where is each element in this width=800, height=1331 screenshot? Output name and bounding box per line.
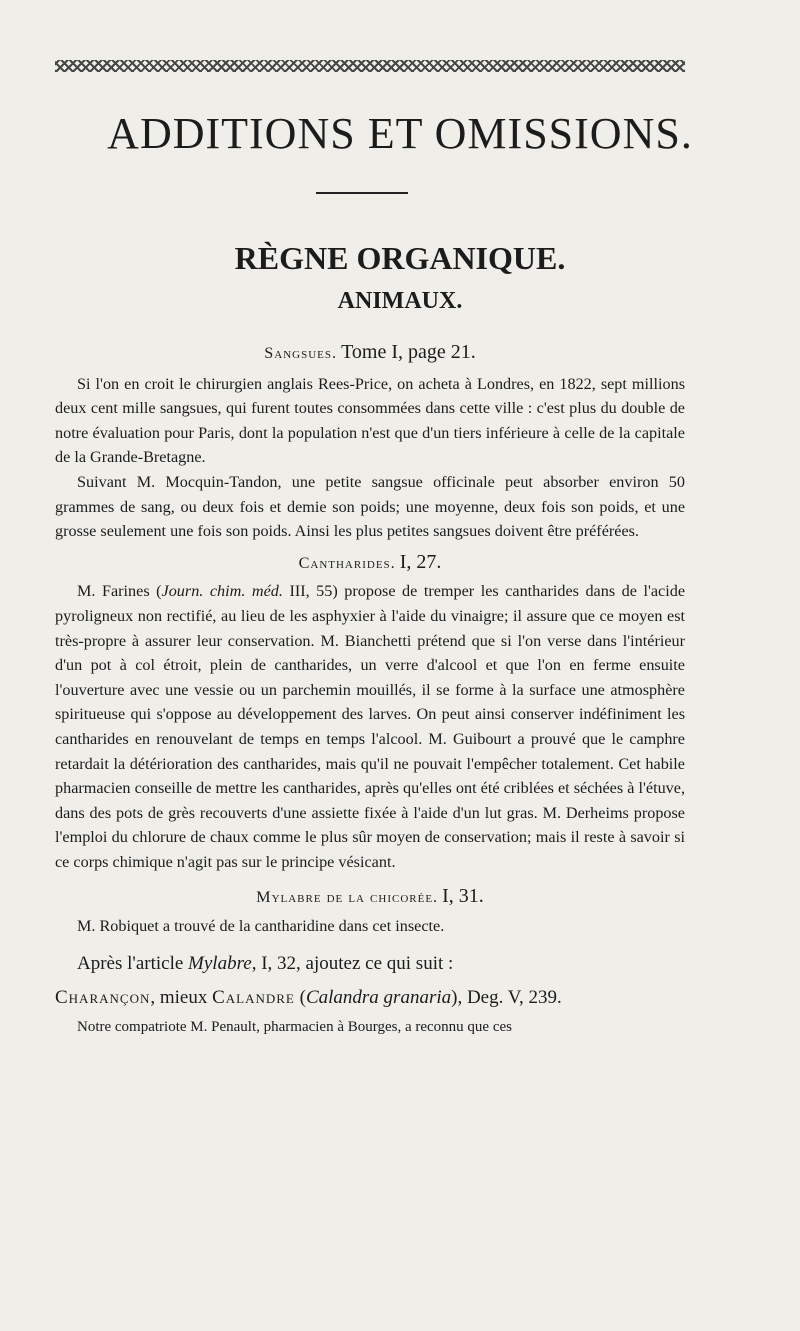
body-text [55, 340, 685, 1039]
title-rule [316, 192, 408, 194]
charancon-name: Charançon [55, 986, 151, 1008]
charancon-mid: , mieux [150, 986, 213, 1008]
charancon-paren-open: ( [294, 986, 306, 1008]
sangsues-paragraph-2: Suivant M. Mocquin-Tandon, une petite sangsue officinale peut absorber environ 50 grammes de sang, ou deux fois et demie son poids; une moyenne, deux fois son poids, et une grosse seulement une fois son poids. Ainsi les plus petites sangsues doivent être préférées. [55, 472, 685, 541]
cantharides-heading-ref: I, 27. [399, 550, 442, 573]
apres-line [55, 947, 685, 981]
charancon-line [55, 981, 685, 1015]
apres-italic: Mylabre [188, 952, 252, 974]
sangsues-heading-name: Sangsues. [264, 344, 338, 362]
cantharides-heading-name: Cantharides. [298, 553, 396, 572]
cantharides-text-rest: III, 55) propose de tremper les cantharides dans de l'acide pyroligneux non rectifié, au lieu de les asphyxier à l'aide du vinaigre; il assure que ce moyen est très-propre à assurer leur conservation. M. Bianchetti prétend que si l'on verse dans l'intérieur d'un pot à col étroit, plein de cantharides, un verre d'alcool et que l'on en ferme ensuite l'ouverture avec une vessie ou un parchemin mouillés, il se forme à la surface une atmosphère spiritueuse qui s'oppose au développement des larves. On peut ainsi conserver indéfiniment les cantharides en renouvelant de temps en temps l'alcool. M. Guibourt a prouvé que le camphre retardait la détérioration des cantharides, mais qu'il ne pouvait l'empêcher totalement. Cet habile pharmacien conseille de mettre les cantharides, après qu'elles ont été criblées et séchées à l'étuve, dans des pots de grès recouverts d'une assiette fixée à l'aide d'un lut gras. M. Derheims propose l'emploi du chlorure de chaux comme le plus sûr moyen de conservation; mais il reste à savoir si ce corps chimique n'agit pas sur le principe vésicant. [55, 582, 686, 871]
sangsues-heading [55, 340, 685, 366]
cantharides-heading [55, 550, 685, 576]
sangsues-paragraph-1: Si l'on en croit le chirurgien anglais Rees-Price, on acheta à Londres, en 1822, sept millions deux cent mille sangsues, qui furent toutes consommées dans cette ville : c'est plus du double de notre évaluation pour Paris, dont la population n'est que d'un tiers inférieure à celle de la capitale de la Grande-Bretagne. [55, 374, 685, 467]
mylabre-heading-name: Mylabre de la chicorée. [256, 888, 439, 907]
last-line: Notre compatriote M. Penault, pharmacien à Bourges, a reconnu que ces [77, 1018, 512, 1035]
mylabre-heading [55, 884, 685, 910]
main-title: ADDITIONS ET OMISSIONS. [107, 109, 693, 158]
mylabre-heading-ref: I, 31. [442, 885, 484, 908]
latin-name: Calandra granaria [305, 986, 452, 1008]
cantharides-text-start: M. Farines ( [77, 582, 162, 601]
calandre-name: Calandre [212, 986, 295, 1008]
subsection-title: ANIMAUX. [337, 288, 463, 314]
charancon-paren-close: ), Deg. V, 239. [451, 986, 562, 1008]
journal-citation: Journ. chim. méd. [161, 582, 283, 601]
mylabre-paragraph: M. Robiquet a trouvé de la cantharidine dans cet insecte. [77, 917, 445, 936]
sangsues-heading-ref: Tome I, page 21. [341, 341, 476, 363]
section-title: RÈGNE ORGANIQUE. [234, 240, 566, 276]
cantharides-paragraph [55, 579, 685, 874]
apres-text-start: Après l'article [77, 952, 189, 974]
apres-text-end: , I, 32, ajoutez ce qui suit : [251, 952, 454, 974]
decorative-border [55, 60, 685, 72]
